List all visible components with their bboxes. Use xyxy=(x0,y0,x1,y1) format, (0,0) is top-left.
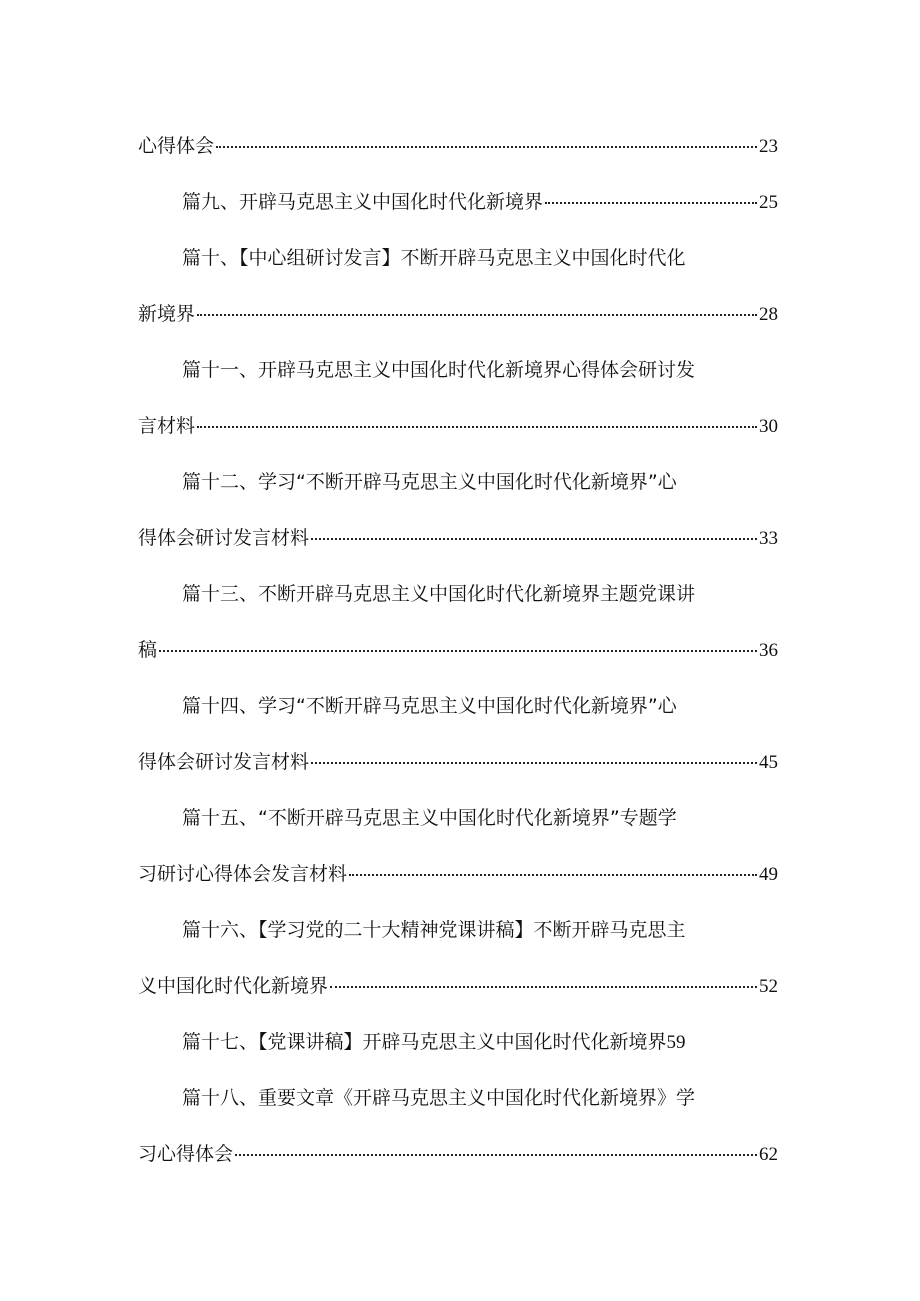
dot-leader xyxy=(235,1154,757,1156)
toc-page-number: 49 xyxy=(759,864,778,885)
toc-entry-text: 篇十二、学习“不断开辟马克思主义中国化时代化新境界”心 xyxy=(182,471,677,493)
toc-entry-line[interactable] xyxy=(138,1014,778,1070)
toc-entry-line[interactable] xyxy=(138,734,778,790)
toc-page-number: 45 xyxy=(759,752,778,773)
dot-leader xyxy=(216,146,757,148)
toc-entry-text: 言材料 xyxy=(138,415,196,437)
toc-entry-line[interactable] xyxy=(138,230,778,286)
toc-entry-text: 篇十四、学习“不断开辟马克思主义中国化时代化新境界”心 xyxy=(182,695,677,717)
toc-entry-line[interactable] xyxy=(138,790,778,846)
toc-entry-text: 篇十五、“不断开辟马克思主义中国化时代化新境界”专题学 xyxy=(182,807,677,829)
toc-page-number: 28 xyxy=(759,304,778,325)
toc-entry-line[interactable] xyxy=(138,454,778,510)
toc-entry-line[interactable] xyxy=(138,1126,778,1182)
toc-entry-text: 得体会研讨发言材料 xyxy=(138,527,310,549)
toc-entry-line[interactable] xyxy=(138,622,778,678)
toc-entry-line[interactable] xyxy=(138,566,778,622)
toc-entry-line[interactable] xyxy=(138,1070,778,1126)
toc-page-number: 30 xyxy=(759,416,778,437)
toc-entry-text: 习研讨心得体会发言材料 xyxy=(138,863,348,885)
toc-entry-text: 习心得体会 xyxy=(138,1143,234,1165)
toc-entry-text: 得体会研讨发言材料 xyxy=(138,751,310,773)
table-of-contents xyxy=(138,118,778,1182)
toc-entry-line[interactable] xyxy=(138,398,778,454)
toc-entry-text: 篇十、【中心组研讨发言】不断开辟马克思主义中国化时代化 xyxy=(182,247,686,269)
toc-entry-text: 篇十一、开辟马克思主义中国化时代化新境界心得体会研讨发 xyxy=(182,359,696,381)
toc-entry-line[interactable] xyxy=(138,342,778,398)
toc-entry-text: 心得体会 xyxy=(138,135,215,157)
toc-entry-text: 篇十三、不断开辟马克思主义中国化时代化新境界主题党课讲 xyxy=(182,583,696,605)
toc-entry-text: 篇十八、重要文章《开辟马克思主义中国化时代化新境界》学 xyxy=(182,1087,696,1109)
toc-entry-line[interactable] xyxy=(138,174,778,230)
toc-entry-line[interactable] xyxy=(138,846,778,902)
toc-page-number: 62 xyxy=(759,1144,778,1165)
toc-entry-line[interactable] xyxy=(138,286,778,342)
toc-entry-text: 稿 xyxy=(138,639,158,661)
dot-leader xyxy=(311,538,757,540)
toc-entry-text: 义中国化时代化新境界 xyxy=(138,975,329,997)
dot-leader xyxy=(159,650,757,652)
toc-page-number: 33 xyxy=(759,528,778,549)
toc-entry-line[interactable] xyxy=(138,118,778,174)
toc-page-number: 23 xyxy=(759,136,778,157)
toc-entry-line[interactable] xyxy=(138,678,778,734)
toc-entry-text: 篇九、开辟马克思主义中国化时代化新境界 xyxy=(182,191,544,213)
toc-page-number: 59 xyxy=(666,1032,686,1053)
toc-entry-line[interactable] xyxy=(138,958,778,1014)
dot-leader xyxy=(311,762,757,764)
dot-leader xyxy=(197,426,757,428)
toc-page-number: 36 xyxy=(759,640,778,661)
toc-page-number: 52 xyxy=(759,976,778,997)
dot-leader xyxy=(545,202,757,204)
toc-entry-text: 篇十七、【党课讲稿】开辟马克思主义中国化时代化新境界 xyxy=(182,1031,667,1053)
toc-entry-line[interactable] xyxy=(138,902,778,958)
toc-page-number: 25 xyxy=(759,192,778,213)
dot-leader xyxy=(349,874,757,876)
toc-entry-line[interactable] xyxy=(138,510,778,566)
toc-entry-text: 篇十六、【学习党的二十大精神党课讲稿】不断开辟马克思主 xyxy=(182,919,686,941)
dot-leader xyxy=(197,314,757,316)
dot-leader xyxy=(330,986,757,988)
toc-entry-text: 新境界 xyxy=(138,303,196,325)
